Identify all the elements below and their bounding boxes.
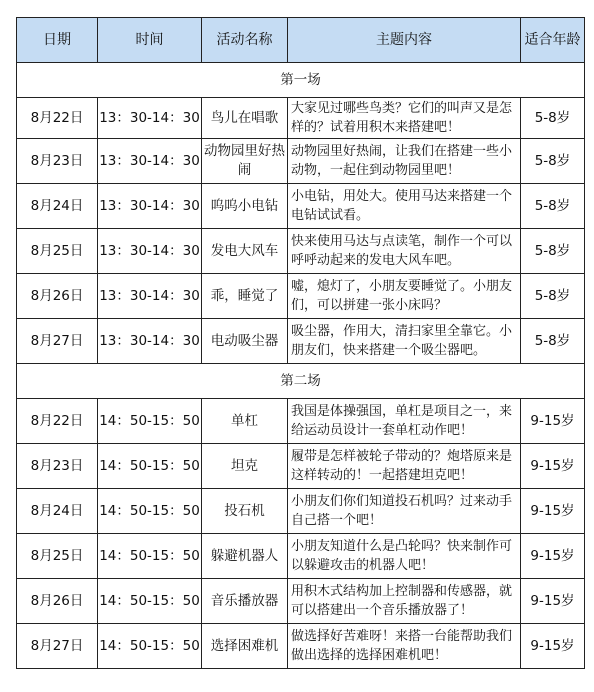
date-cell: 8月24日 (17, 184, 98, 229)
age-cell: 5-8岁 (521, 229, 585, 274)
topic-cell: 小朋友们你们知道投石机吗？过来动手自己搭一个吧！ (288, 489, 521, 534)
age-cell: 9-15岁 (521, 534, 585, 579)
header-date: 日期 (17, 18, 98, 63)
age-cell: 5-8岁 (521, 139, 585, 184)
topic-cell: 我国是体操强国，单杠是项目之一，来给运动员设计一套单杠动作吧！ (288, 399, 521, 444)
time-cell: 13：30-14：30 (98, 98, 202, 139)
date-cell: 8月26日 (17, 579, 98, 624)
topic-cell: 嘘，熄灯了，小朋友要睡觉了。小朋友们，可以拼建一张小床吗？ (288, 274, 521, 319)
activity-name-cell: 动物园里好热闹 (202, 139, 288, 184)
time-cell: 13：30-14：30 (98, 229, 202, 274)
date-cell: 8月27日 (17, 624, 98, 669)
session-title: 第二场 (17, 364, 585, 399)
session-title: 第一场 (17, 63, 585, 98)
date-cell: 8月25日 (17, 534, 98, 579)
table-row (17, 139, 585, 184)
age-cell: 9-15岁 (521, 399, 585, 444)
age-cell: 5-8岁 (521, 98, 585, 139)
time-cell: 14：50-15：50 (98, 399, 202, 444)
table-row (17, 579, 585, 624)
time-cell: 14：50-15：50 (98, 444, 202, 489)
time-cell: 14：50-15：50 (98, 579, 202, 624)
date-cell: 8月22日 (17, 399, 98, 444)
table-row (17, 229, 585, 274)
age-cell: 9-15岁 (521, 444, 585, 489)
activity-name-cell: 音乐播放器 (202, 579, 288, 624)
activity-name-cell: 发电大风车 (202, 229, 288, 274)
topic-cell: 大家见过哪些鸟类？它们的叫声又是怎样的？试着用积木来搭建吧！ (288, 98, 521, 139)
topic-cell: 小朋友知道什么是凸轮吗？快来制作可以躲避攻击的机器人吧！ (288, 534, 521, 579)
table-row (17, 184, 585, 229)
topic-cell: 用积木式结构加上控制器和传感器，就可以搭建出一个音乐播放器了！ (288, 579, 521, 624)
activity-name-cell: 单杠 (202, 399, 288, 444)
session-2 (17, 364, 585, 669)
table-row (17, 399, 585, 444)
table-row (17, 624, 585, 669)
header-topic: 主题内容 (288, 18, 521, 63)
schedule-table (16, 17, 585, 669)
time-cell: 14：50-15：50 (98, 534, 202, 579)
age-cell: 9-15岁 (521, 489, 585, 534)
topic-cell: 做选择好苦难呀！来搭一台能帮助我们做出选择的选择困难机吧！ (288, 624, 521, 669)
activity-name-cell: 躲避机器人 (202, 534, 288, 579)
topic-cell: 快来使用马达与点读笔，制作一个可以呼呼动起来的发电大风车吧。 (288, 229, 521, 274)
date-cell: 8月23日 (17, 139, 98, 184)
date-cell: 8月24日 (17, 489, 98, 534)
header-age: 适合年龄 (521, 18, 585, 63)
table-row (17, 489, 585, 534)
date-cell: 8月25日 (17, 229, 98, 274)
time-cell: 13：30-14：30 (98, 139, 202, 184)
age-cell: 5-8岁 (521, 319, 585, 364)
activity-name-cell: 呜呜小电钻 (202, 184, 288, 229)
activity-name-cell: 鸟儿在唱歌 (202, 98, 288, 139)
header-row (17, 18, 585, 63)
table-row (17, 98, 585, 139)
age-cell: 9-15岁 (521, 624, 585, 669)
date-cell: 8月26日 (17, 274, 98, 319)
table-row (17, 534, 585, 579)
header-activity-name: 活动名称 (202, 18, 288, 63)
age-cell: 9-15岁 (521, 579, 585, 624)
activity-name-cell: 电动吸尘器 (202, 319, 288, 364)
session-title-row (17, 364, 585, 399)
time-cell: 13：30-14：30 (98, 184, 202, 229)
topic-cell: 动物园里好热闹，让我们在搭建一些小动物，一起住到动物园里吧！ (288, 139, 521, 184)
activity-name-cell: 投石机 (202, 489, 288, 534)
table-row (17, 274, 585, 319)
time-cell: 14：50-15：50 (98, 489, 202, 534)
date-cell: 8月22日 (17, 98, 98, 139)
topic-cell: 履带是怎样被轮子带动的？炮塔原来是这样转动的！一起搭建坦克吧！ (288, 444, 521, 489)
topic-cell: 吸尘器，作用大，清扫家里全靠它。小朋友们，快来搭建一个吸尘器吧。 (288, 319, 521, 364)
activity-name-cell: 乖，睡觉了 (202, 274, 288, 319)
activity-name-cell: 选择困难机 (202, 624, 288, 669)
session-title-row (17, 63, 585, 98)
age-cell: 5-8岁 (521, 184, 585, 229)
table-row (17, 319, 585, 364)
age-cell: 5-8岁 (521, 274, 585, 319)
header-time: 时间 (98, 18, 202, 63)
time-cell: 14：50-15：50 (98, 624, 202, 669)
session-1 (17, 63, 585, 364)
time-cell: 13：30-14：30 (98, 319, 202, 364)
date-cell: 8月27日 (17, 319, 98, 364)
date-cell: 8月23日 (17, 444, 98, 489)
topic-cell: 小电钻，用处大。使用马达来搭建一个电钻试试看。 (288, 184, 521, 229)
activity-name-cell: 坦克 (202, 444, 288, 489)
table-row (17, 444, 585, 489)
time-cell: 13：30-14：30 (98, 274, 202, 319)
